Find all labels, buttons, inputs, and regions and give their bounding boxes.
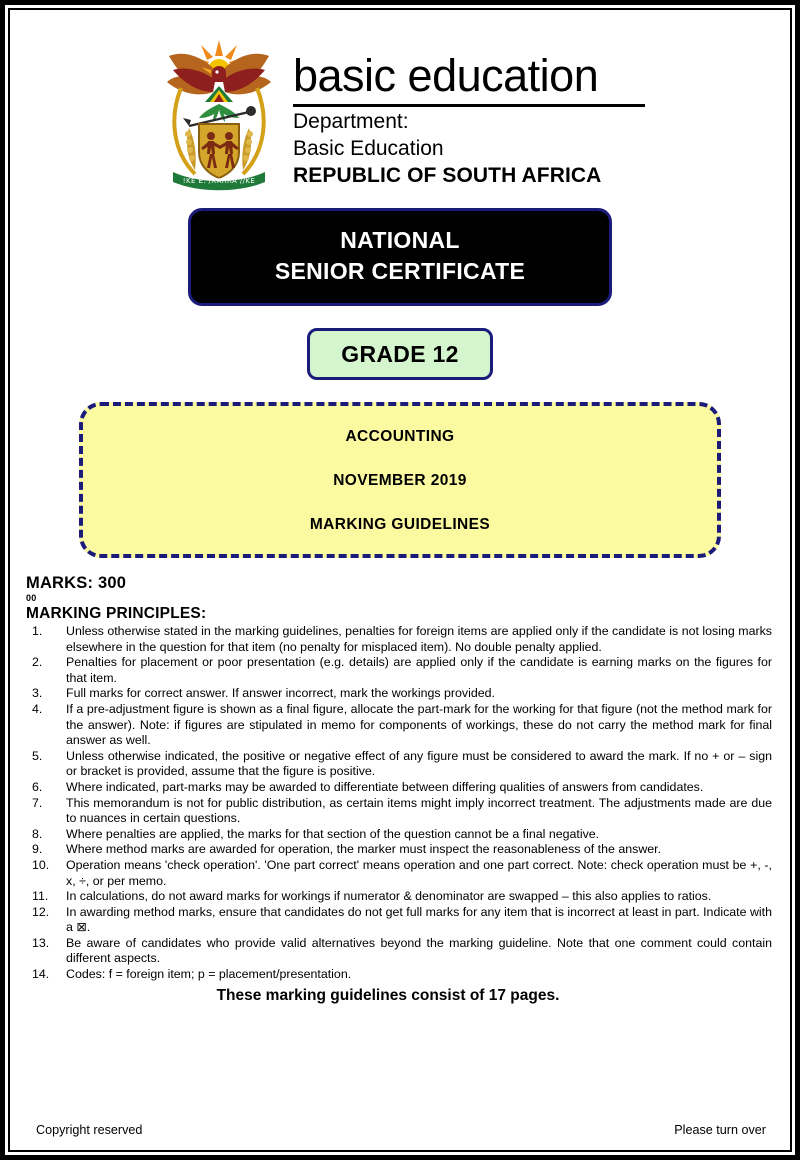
list-item-number: 6. [32,779,43,794]
list-item-number: 5. [32,748,43,763]
list-item-text: If a pre-adjustment figure is shown as a final figure, allocate the part-mark for the working for that figure (not the method mark for the answer). Note: if figures are stipulated in memo for components of workings, these do not carry the method mark for final answer as well. [66,701,772,748]
subject-banner [79,402,721,558]
exam-session: NOVEMBER 2019 [333,472,467,489]
list-item-number: 8. [32,826,43,841]
total-marks: MARKS: 300 [26,574,127,592]
svg-text:!KE E: /XARRA //KE: !KE E: /XARRA //KE [182,177,256,185]
list-item [26,842,774,858]
list-item [26,686,774,702]
page-footer [26,1122,774,1148]
list-item-number: 14. [32,967,50,982]
list-item [26,905,774,936]
list-item-number: 10. [32,857,50,872]
page-count-note: These marking guidelines consist of 17 pages. [216,986,560,1004]
brand-title: basic education [293,50,645,107]
list-item [26,749,774,780]
grade-banner-wrap [26,328,774,380]
list-item-number: 4. [32,701,43,716]
list-item-number: 11. [32,889,49,904]
list-item-text: Where indicated, part-marks may be awarded to differentiate between differing qualities of answers from candidates. [66,779,704,794]
list-item [26,889,774,905]
list-item-text: Penalties for placement or poor presentation (e.g. details) are applied only if the candidate is earning marks on the figures for that item. [66,655,772,685]
list-item-text: Unless otherwise indicated, the positive or negative effect of any figure must be considered to award the mark. If no + or – sign or bracket is provided, assume that the figure is positive. [66,748,772,779]
page-content [12,12,788,1148]
department-name: Basic Education [293,137,444,160]
list-item-text: Be aware of candidates who provide valid alternatives beyond the marking guideline. Note that one comment could contain different aspects. [66,935,772,966]
certificate-banner [188,208,612,306]
document-type: MARKING GUIDELINES [309,516,491,533]
list-item-text: Operation means 'check operation'. 'One part correct' means operation and one part correct. Note: check operation must be +, -, x, ÷, or per memo. [66,857,772,888]
list-item [26,967,774,983]
list-item-number: 13. [32,935,50,950]
list-item [26,624,774,655]
marking-principles-heading: MARKING PRINCIPLES: [26,605,207,622]
country-name: REPUBLIC OF SOUTH AFRICA [293,164,602,187]
list-item-text: Where method marks are awarded for operation, the marker must inspect the reasonableness of the answer. [66,842,662,857]
list-item-text: This memorandum is not for public distribution, as certain items might imply incorrect treatment. The adjustments made are due to nuances in certain questions. [66,795,772,826]
list-item [26,827,774,843]
list-item [26,858,774,889]
marking-principles-list [26,624,774,983]
list-item-number: 2. [32,655,43,670]
list-item-text: Where penalties are applied, the marks for that section of the question cannot be a final negative. [66,826,600,841]
list-item-text: In calculations, do not award marks for workings if numerator & denominator are swapped – this also applies to ratios. [66,889,712,904]
list-item-text: In awarding method marks, ensure that candidates do not get full marks for any item that is incorrect at least in part. Indicate with a ⊠. [66,904,772,935]
subject-name: ACCOUNTING [345,428,455,445]
list-item-number: 7. [32,795,43,810]
list-item-text: Unless otherwise stated in the marking guidelines, penalties for foreign items are applied only if the candidate is not losing marks elsewhere in the question for that item (no penalty for misplaced item). No double penalty applied. [66,624,772,654]
list-item [26,780,774,796]
certificate-line-2: SENIOR CERTIFICATE [274,258,526,284]
grade-banner: GRADE 12 [307,328,493,380]
certificate-banner-wrap [26,208,774,306]
list-item-text: Full marks for correct answer. If answer incorrect, mark the workings provided. [66,686,495,701]
list-item [26,655,774,686]
department-text-block [293,26,645,188]
list-item [26,702,774,749]
list-item [26,796,774,827]
subject-banner-wrap [26,402,774,558]
stray-digits: 00 [26,593,37,603]
list-item [26,936,774,967]
copyright-notice: Copyright reserved [36,1123,143,1137]
list-item-number: 3. [32,686,43,701]
list-item-number: 9. [32,842,43,857]
page-inner-border [8,8,792,1152]
list-item-text: Codes: f = foreign item; p = placement/presentation. [66,967,352,982]
department-label: Department: [293,110,409,133]
list-item-number: 1. [32,624,43,638]
list-item-number: 12. [32,904,50,919]
masthead [26,12,774,194]
south-african-coat-of-arms-icon [155,26,283,194]
turn-over-notice: Please turn over [674,1123,766,1137]
certificate-line-1: NATIONAL [340,227,460,253]
